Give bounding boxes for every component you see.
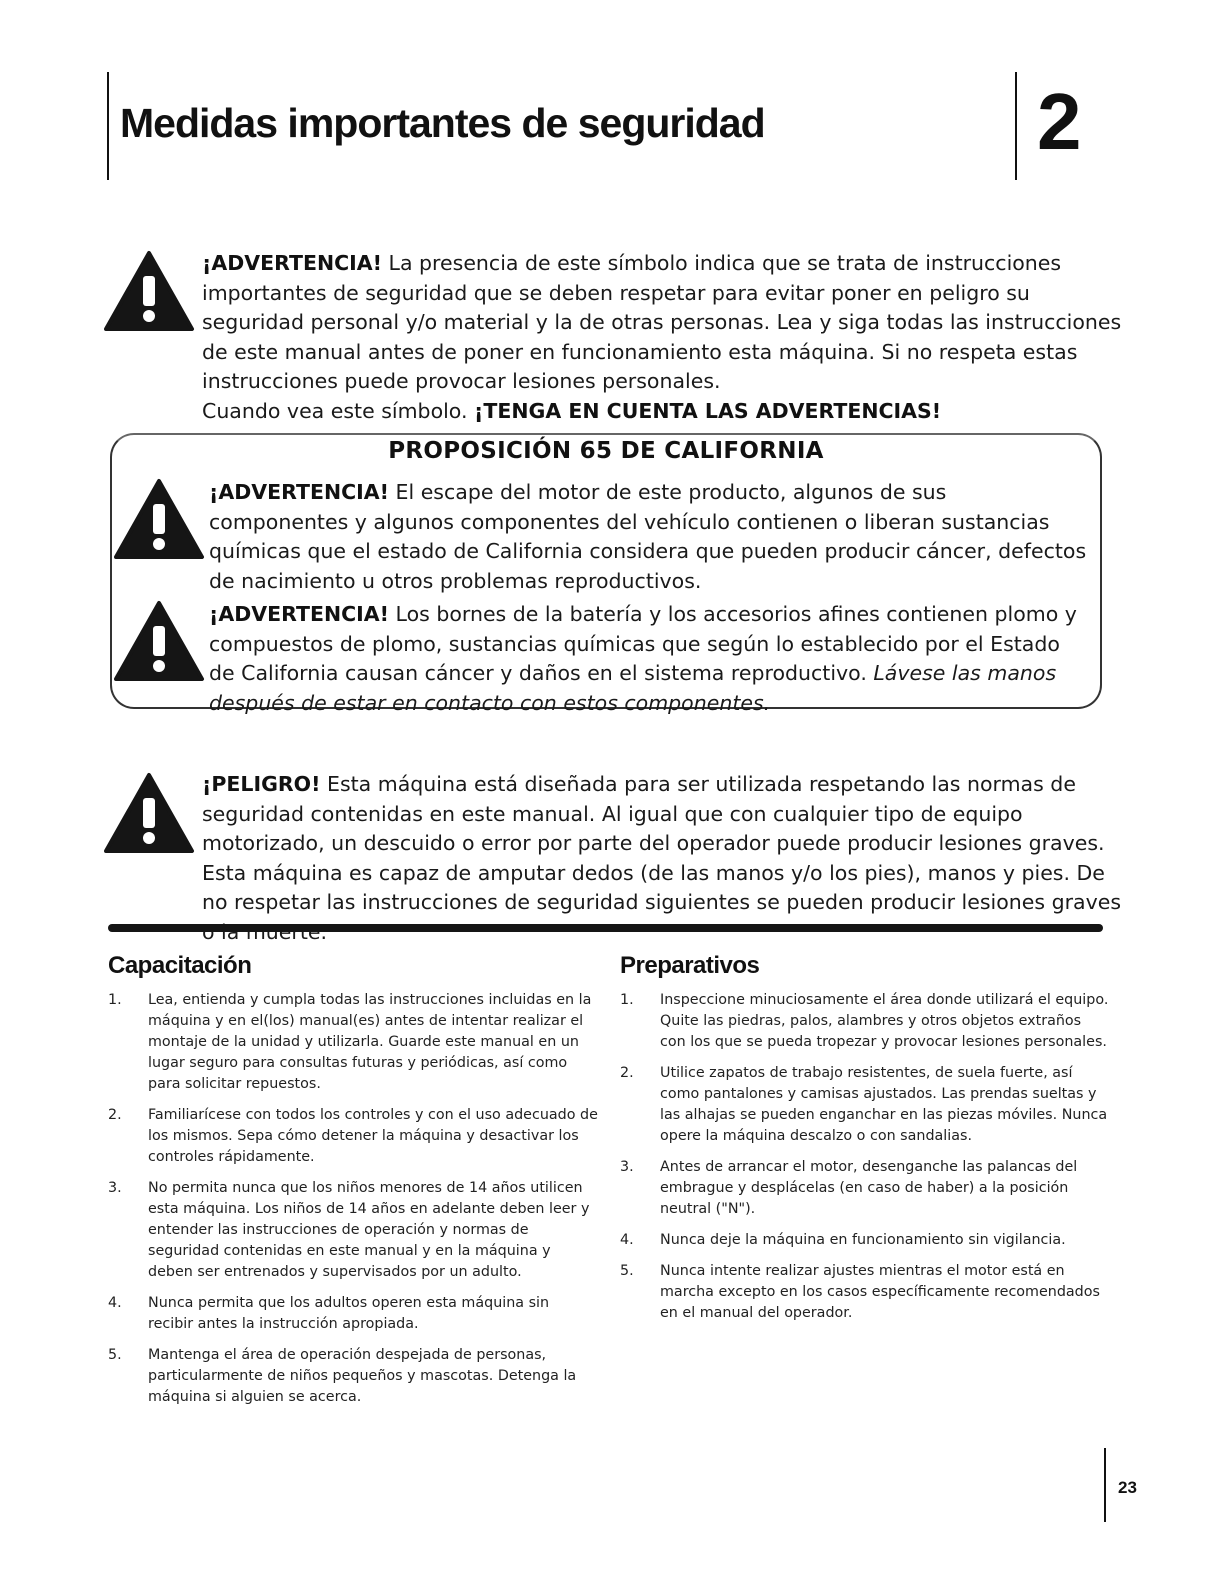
list-item-number: 4. — [620, 1232, 634, 1248]
list-item-text: Antes de arrancar el motor, desenganche las palancas del embrague y desplácelas (en caso de haber) a la posición neutral ("N"). — [660, 1159, 1078, 1217]
list-item-text: Inspeccione minuciosamente el área donde utilizará el equipo. Quite las piedras, palos, alambres y otros objetos extraños con los que se pueda tropezar y provocar lesiones personales. — [660, 992, 1109, 1050]
list-item-number: 1. — [620, 992, 634, 1008]
prop65-warning1-body: El escape del motor de este producto, algunos de sus componentes y algunos componentes del vehículo contienen o liberan sustancias químicas que el estado de California considera que pueden producir cáncer, defectos de nacimiento u otros problemas reproductivos. — [209, 480, 1087, 593]
list-item-number: 3. — [108, 1180, 122, 1196]
list-item — [108, 1345, 598, 1408]
list-item-number: 4. — [108, 1295, 122, 1311]
danger-triangle-icon — [103, 772, 195, 854]
list-item-number: 5. — [620, 1263, 634, 1279]
warning-triangle-icon — [113, 478, 205, 560]
danger-body: Esta máquina está diseñada para ser utilizada respetando las normas de seguridad contenidas en este manual. Al igual que con cualquier tipo de equipo motorizado, un descuido o error por parte del operador puede producir lesiones graves. Esta máquina es capaz de amputar dedos (de las manos y/o los pies), manos y pies. De no respetar las instrucciones de seguridad siguientes se pueden producir lesiones graves — [202, 772, 1122, 914]
list-item-number: 1. — [108, 992, 122, 1008]
list-item — [108, 1293, 598, 1335]
list-item-text: Nunca intente realizar ajustes mientras el motor está en marcha excepto en los casos específicamente recomendados en el manual del operador. — [660, 1263, 1100, 1321]
page-title: Medidas importantes de seguridad — [120, 100, 765, 146]
list-item — [620, 990, 1110, 1053]
preparativos-list — [620, 990, 1110, 1334]
prop65-warning2-label: ¡ADVERTENCIA! — [209, 602, 389, 626]
capacitacion-list — [108, 990, 598, 1418]
general-warning-body: La presencia de este símbolo indica que se trata de instrucciones importantes de seguridad que se deben respetar para evitar poner en peligro su seguridad personal y/o material y la de otras personas. Lea y siga todas las instrucciones de este manual antes de poner en funcionamiento esta máquina. Si no respeta estas instrucciones puede provocar lesiones personales. — [202, 251, 1122, 393]
list-item — [620, 1157, 1110, 1220]
preparativos-heading: Preparativos — [620, 952, 760, 979]
list-item-text: Familiarícese con todos los controles y con el uso adecuado de los mismos. Sepa cómo detener la máquina y desactivar los controles rápidamente. — [148, 1107, 598, 1165]
general-warning-line2: Cuando vea este símbolo. — [202, 398, 468, 423]
general-warning-text — [202, 249, 1122, 426]
prop65-warning1-label: ¡ADVERTENCIA! — [209, 480, 389, 504]
list-item — [620, 1261, 1110, 1324]
prop65-warning2-body: Los bornes de la batería y los accesorios afines contienen plomo y compuestos de plomo, sustancias químicas que según lo establecido por el Estado de California causan cáncer y daños en el sistema reproductivo. — [209, 602, 1077, 685]
capacitacion-heading: Capacitación — [108, 952, 252, 979]
list-item-number: 2. — [108, 1107, 122, 1123]
list-item-number: 5. — [108, 1347, 122, 1363]
list-item-text: Nunca permita que los adultos operen esta máquina sin recibir antes la instrucción apropiada. — [148, 1295, 550, 1332]
list-item-text: Utilice zapatos de trabajo resistentes, de suela fuerte, así como pantalones y camisas ajustados. Las prendas sueltas y las alhajas se pueden enganchar en las piezas móviles. Nunca opere la máquina descalzo o con sandalias. — [660, 1065, 1108, 1144]
list-item — [108, 1178, 598, 1283]
list-item-text: Mantenga el área de operación despejada de personas, particularmente de niños pequeños y mascotas. Detenga la máquina si alguien se acerca. — [148, 1347, 577, 1405]
list-item — [620, 1063, 1110, 1147]
list-item — [620, 1230, 1110, 1251]
list-item — [108, 990, 598, 1095]
page-number-rule — [1104, 1448, 1106, 1522]
prop65-title: PROPOSICIÓN 65 DE CALIFORNIA — [388, 438, 824, 464]
prop65-warning2-italic: Lávese las manos después de estar en contacto con estos componentes. — [209, 661, 1057, 715]
warning-triangle-icon — [103, 250, 195, 332]
section-divider — [108, 924, 1103, 932]
prop65-warning1-text — [209, 478, 1089, 596]
title-right-rule — [1015, 72, 1017, 180]
general-warning-label: ¡ADVERTENCIA! — [202, 251, 382, 275]
list-item — [108, 1105, 598, 1168]
general-warning-emphasis: ¡TENGA EN CUENTA LAS ADVERTENCIAS! — [474, 398, 942, 423]
warning-triangle-icon — [113, 600, 205, 682]
danger-label: ¡PELIGRO! — [202, 772, 321, 796]
title-left-rule — [107, 72, 109, 180]
chapter-number: 2 — [1037, 77, 1082, 166]
danger-text — [202, 770, 1122, 947]
prop65-warning2-text — [209, 600, 1089, 718]
page-number: 23 — [1118, 1478, 1137, 1497]
list-item-text: Nunca deje la máquina en funcionamiento sin vigilancia. — [660, 1232, 1066, 1248]
list-item-text: Lea, entienda y cumpla todas las instrucciones incluidas en la máquina y en el(los) manual(es) antes de intentar realizar el montaje de la unidad y utilizarla. Guarde este manual en un lugar seguro para consultas futuras y periódicas, así como para solicitar repuestos. — [148, 992, 592, 1092]
list-item-number: 3. — [620, 1159, 634, 1175]
list-item-number: 2. — [620, 1065, 634, 1081]
list-item-text: No permita nunca que los niños menores de 14 años utilicen esta máquina. Los niños de 14 años en adelante deben leer y entender las instrucciones de operación y normas de seguridad contenidas en este manual y en la máquina y deben ser entrenados y supervisados por un adulto. — [148, 1180, 590, 1280]
